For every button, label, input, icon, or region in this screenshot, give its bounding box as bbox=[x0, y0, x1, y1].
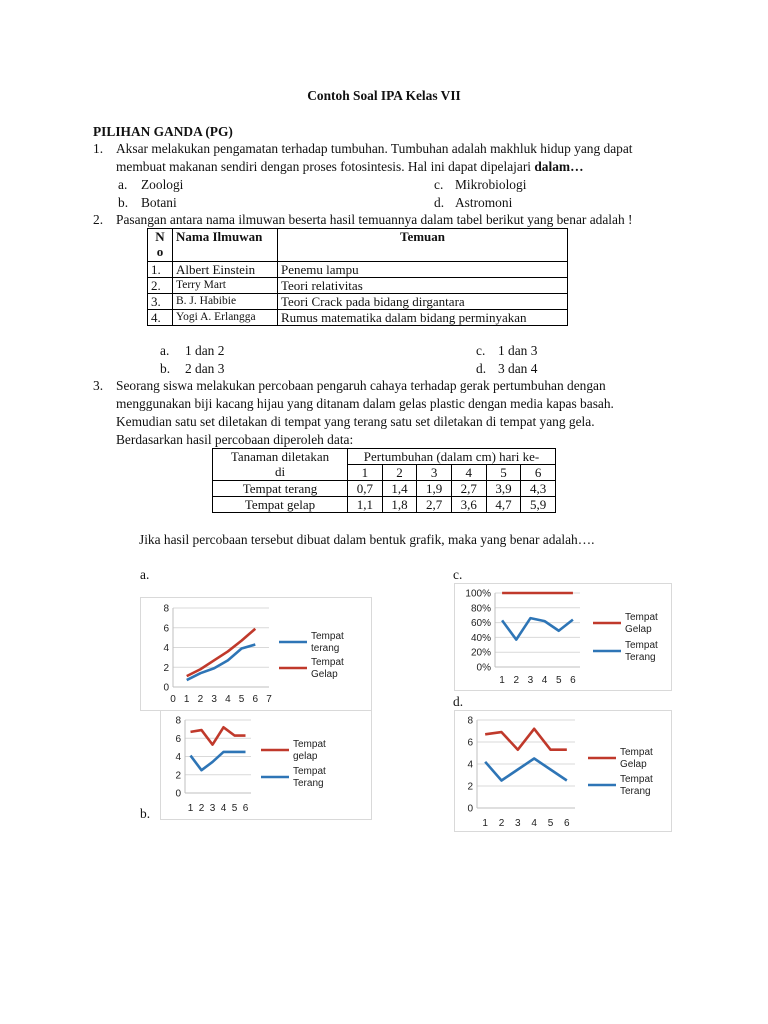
page-title: Contoh Soal IPA Kelas VII bbox=[307, 88, 461, 103]
y-tick-label: 2 bbox=[175, 770, 181, 782]
growth-table: Tanaman diletakan di Pertumbuhan (dalam cm) hari ke- 1 2 3 4 5 6 Tempat terang 0,7 1,4 1,9 2,7 3,9 4,3 Tempat gelap 1,1 1,8 2,7 3,6 4,7 5,9 bbox=[212, 448, 556, 513]
x-tick-label: 2 bbox=[513, 675, 520, 686]
q2-option-b: b. 2 dan 3 bbox=[160, 361, 225, 376]
chart-c-svg bbox=[455, 584, 671, 690]
option-c-label: c. bbox=[453, 567, 463, 582]
x-tick-label: 1 bbox=[187, 803, 194, 814]
series-line bbox=[191, 727, 246, 744]
q1-line1: Aksar melakukan pengamatan terhadap tumbuhan. Tumbuhan adalah makhluk hidup yang dapat bbox=[116, 141, 633, 156]
legend-label: gelap bbox=[293, 751, 318, 762]
legend-label: Terang bbox=[293, 778, 324, 789]
chart-b-svg bbox=[161, 711, 371, 819]
series-line bbox=[191, 752, 246, 770]
y-tick-label: 6 bbox=[467, 737, 473, 749]
q1-option-b: b. Botani bbox=[118, 195, 177, 210]
y-tick-label: 60% bbox=[470, 618, 491, 630]
x-tick-label: 1 bbox=[499, 675, 505, 686]
x-tick-label: 2 bbox=[498, 818, 505, 829]
legend-label: Tempat bbox=[293, 766, 326, 777]
chart-b bbox=[160, 710, 372, 820]
x-tick-label: 5 bbox=[547, 818, 554, 829]
chart-a-svg bbox=[141, 598, 371, 710]
x-tick-label: 3 bbox=[211, 694, 217, 705]
series-line bbox=[485, 759, 567, 781]
q3-question: Jika hasil percobaan tersebut dibuat dalam bentuk grafik, maka yang benar adalah…. bbox=[139, 532, 595, 547]
q2-number: 2. bbox=[93, 212, 104, 227]
y-tick-label: 6 bbox=[175, 733, 181, 745]
q3-line1: Seorang siswa melakukan percobaan pengaruh cahaya terhadap gerak pertumbuhan dengan bbox=[116, 378, 606, 393]
x-tick-label: 1 bbox=[183, 694, 190, 705]
table-row: 4. Yogi A. Erlangga Rumus matematika dalam bidang perminyakan bbox=[148, 310, 568, 326]
x-tick-label: 4 bbox=[531, 818, 537, 829]
q3-number: 3. bbox=[93, 378, 104, 393]
y-tick-label: 4 bbox=[467, 759, 473, 771]
q3-line3: Kemudian satu set diletakan di tempat yang terang satu set diletakan di tempat yang gela. bbox=[116, 414, 595, 429]
q1-option-d: d. Astromoni bbox=[434, 195, 513, 210]
chart-d bbox=[454, 710, 672, 832]
header-name: Nama Ilmuwan bbox=[173, 229, 278, 262]
legend-label: Gelap bbox=[311, 669, 338, 680]
series-line bbox=[485, 729, 567, 750]
legend-label: Tempat bbox=[293, 739, 326, 750]
x-tick-label: 6 bbox=[570, 675, 576, 686]
x-tick-label: 4 bbox=[541, 675, 548, 686]
y-tick-label: 8 bbox=[467, 715, 473, 727]
series-line bbox=[187, 629, 256, 676]
legend-label: Gelap bbox=[625, 624, 652, 635]
q1-number: 1. bbox=[93, 141, 104, 156]
table-row: 2. Terry Mart Teori relativitas bbox=[148, 278, 568, 294]
table-row: 1. Albert Einstein Penemu lampu bbox=[148, 262, 568, 278]
scientist-table bbox=[147, 228, 568, 326]
option-b-label: b. bbox=[140, 806, 151, 821]
x-tick-label: 5 bbox=[238, 694, 245, 705]
y-tick-label: 80% bbox=[470, 603, 491, 615]
y-tick-label: 8 bbox=[163, 603, 169, 615]
legend-label: Tempat bbox=[625, 612, 658, 623]
y-tick-label: 40% bbox=[470, 632, 491, 644]
y-tick-label: 8 bbox=[175, 715, 181, 727]
legend-label: Tempat bbox=[620, 774, 653, 785]
q2-option-a: a. 1 dan 2 bbox=[160, 343, 225, 358]
legend-label: Tempat bbox=[311, 657, 344, 668]
x-tick-label: 4 bbox=[220, 803, 227, 814]
x-tick-label: 3 bbox=[515, 818, 521, 829]
series-line bbox=[502, 618, 573, 639]
x-tick-label: 3 bbox=[527, 675, 534, 686]
legend-label: Terang bbox=[620, 786, 651, 797]
option-d-label: d. bbox=[453, 694, 464, 709]
q3-line2: menggunakan biji kacang hijau yang ditanam dalam gelas plastic dengan media kapas basah. bbox=[116, 396, 614, 411]
header-growth: Pertumbuhan (dalam cm) hari ke- bbox=[348, 449, 556, 465]
chart-c bbox=[454, 583, 672, 691]
legend-label: Tempat bbox=[620, 747, 653, 758]
y-tick-label: 20% bbox=[470, 647, 491, 659]
y-tick-label: 100% bbox=[465, 588, 491, 600]
y-tick-label: 4 bbox=[175, 752, 181, 763]
series-line bbox=[187, 645, 256, 681]
legend-label: terang bbox=[311, 643, 340, 654]
q2-option-d: d. 3 dan 4 bbox=[476, 361, 538, 376]
y-tick-label: 4 bbox=[163, 643, 169, 654]
x-tick-label: 6 bbox=[252, 694, 259, 705]
q1-line2: membuat makanan sendiri dengan proses fotosintesis. Hal ini dapat dipelajari dalam… bbox=[116, 159, 584, 174]
x-tick-label: 5 bbox=[231, 803, 238, 814]
x-tick-label: 6 bbox=[564, 818, 570, 829]
header-no: N o bbox=[148, 229, 173, 262]
x-tick-label: 1 bbox=[482, 818, 488, 829]
legend-label: Tempat bbox=[625, 640, 658, 651]
y-tick-label: 0 bbox=[467, 803, 473, 815]
q1-option-a: a. Zoologi bbox=[118, 177, 184, 192]
y-tick-label: 2 bbox=[467, 781, 473, 793]
x-tick-label: 5 bbox=[555, 675, 562, 686]
x-tick-label: 2 bbox=[198, 803, 205, 814]
chart-d-svg bbox=[455, 711, 671, 831]
chart-a bbox=[140, 597, 372, 711]
q2-option-c: c. 1 dan 3 bbox=[476, 343, 538, 358]
table-row: Tempat terang 0,7 1,4 1,9 2,7 3,9 4,3 bbox=[213, 481, 556, 497]
legend-label: Tempat bbox=[311, 631, 344, 642]
x-tick-label: 3 bbox=[209, 803, 216, 814]
x-tick-label: 6 bbox=[242, 803, 249, 814]
x-tick-label: 7 bbox=[266, 694, 272, 705]
y-tick-label: 0 bbox=[163, 682, 169, 694]
legend-label: Gelap bbox=[620, 759, 647, 770]
section-heading: PILIHAN GANDA (PG) bbox=[93, 124, 233, 139]
y-tick-label: 0 bbox=[175, 788, 181, 800]
x-tick-label: 4 bbox=[225, 694, 231, 705]
q2-text: Pasangan antara nama ilmuwan beserta hasil temuannya dalam tabel berikut yang benar adalah ! bbox=[116, 212, 633, 227]
table-row: Tempat gelap 1,1 1,8 2,7 3,6 4,7 5,9 bbox=[213, 497, 556, 513]
q3-line4: Berdasarkan hasil percobaan diperoleh data: bbox=[116, 432, 354, 447]
option-a-label: a. bbox=[140, 567, 150, 582]
table-row: 3. B. J. Habibie Teori Crack pada bidang dirgantara bbox=[148, 294, 568, 310]
y-tick-label: 2 bbox=[163, 662, 169, 674]
x-tick-label: 0 bbox=[170, 694, 176, 705]
legend-label: Terang bbox=[625, 652, 656, 663]
x-tick-label: 2 bbox=[197, 694, 204, 705]
y-tick-label: 6 bbox=[163, 623, 169, 635]
header-location: Tanaman diletakan di bbox=[213, 449, 348, 481]
y-tick-label: 0% bbox=[476, 662, 491, 674]
header-finding: Temuan bbox=[278, 229, 568, 262]
q1-option-c: c. Mikrobiologi bbox=[434, 177, 527, 192]
